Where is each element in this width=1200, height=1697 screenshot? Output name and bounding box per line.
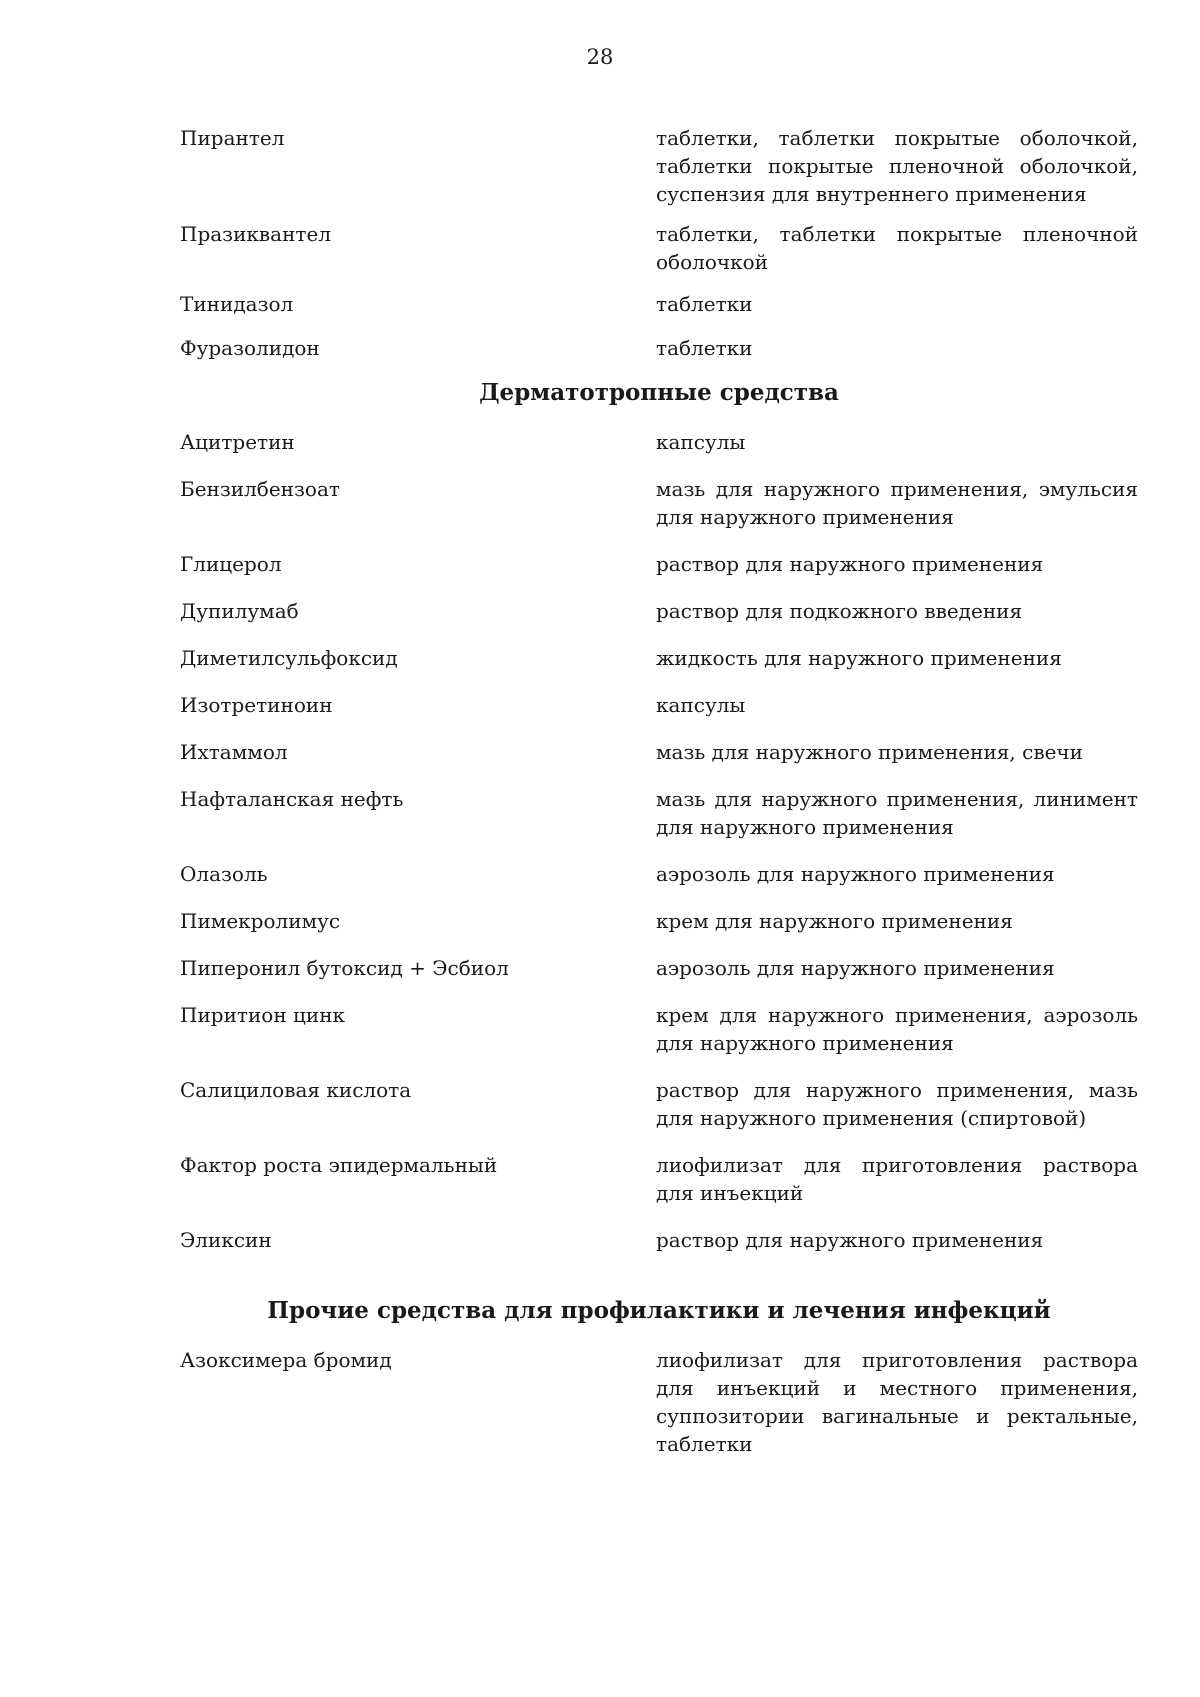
- drug-form: крем для наружного применения, аэрозоль для наружного применения: [656, 1003, 1138, 1055]
- drug-name: Диметилсульфоксид: [180, 646, 398, 670]
- drug-form: таблетки: [656, 336, 753, 360]
- section-title: Дерматотропные средства: [479, 379, 839, 406]
- drug-form: аэрозоль для наружного применения: [656, 956, 1055, 980]
- drug-name: Тинидазол: [180, 292, 294, 316]
- drug-name: Дупилумаб: [180, 599, 299, 623]
- drug-list: [180, 124, 1138, 1462]
- drug-form: мазь для наружного применения, линимент для наружного применения: [656, 787, 1138, 839]
- list-item: [180, 644, 1138, 691]
- drug-form: раствор для наружного применения: [656, 1228, 1044, 1252]
- drug-name: Бензилбензоат: [180, 477, 340, 501]
- drug-form: раствор для подкожного введения: [656, 599, 1023, 623]
- drug-form: таблетки: [656, 292, 753, 316]
- list-item: [180, 220, 1138, 290]
- drug-name: Празиквантел: [180, 222, 332, 246]
- drug-name: Нафталанская нефть: [180, 787, 404, 811]
- list-item: [180, 785, 1138, 860]
- list-item: [180, 475, 1138, 550]
- list-item: [180, 1076, 1138, 1151]
- drug-form: мазь для наружного применения, свечи: [656, 740, 1083, 764]
- drug-form: жидкость для наружного применения: [656, 646, 1062, 670]
- page-number: 28: [586, 45, 614, 69]
- drug-name: Олазоль: [180, 862, 268, 886]
- drug-form: лиофилизат для приготовления раствора для инъекций: [656, 1153, 1138, 1205]
- list-item: [180, 1346, 1138, 1462]
- drug-form: мазь для наружного применения, эмульсия для наружного применения: [656, 477, 1138, 529]
- drug-name: Пирантел: [180, 126, 285, 150]
- drug-form: таблетки, таблетки покрытые оболочкой, таблетки покрытые пленочной оболочкой, суспензия для внутреннего применения: [656, 126, 1138, 206]
- drug-form: раствор для наружного применения: [656, 552, 1044, 576]
- drug-name: Фуразолидон: [180, 336, 320, 360]
- drug-name: Глицерол: [180, 552, 282, 576]
- drug-name: Фактор роста эпидермальный: [180, 1153, 498, 1177]
- drug-name: Салициловая кислота: [180, 1078, 412, 1102]
- drug-form: таблетки, таблетки покрытые пленочной оболочкой: [656, 222, 1138, 274]
- drug-name: Азоксимера бромид: [180, 1348, 392, 1372]
- drug-form: капсулы: [656, 693, 746, 717]
- drug-form: аэрозоль для наружного применения: [656, 862, 1055, 886]
- drug-name: Пиритион цинк: [180, 1003, 346, 1027]
- list-item: [180, 954, 1138, 1001]
- drug-form: лиофилизат для приготовления раствора для инъекций и местного применения, суппозитории вагинальные и ректальные, таблетки: [656, 1348, 1138, 1456]
- list-item: [180, 1151, 1138, 1226]
- list-item: [180, 691, 1138, 738]
- list-item: [180, 290, 1138, 334]
- drug-form: капсулы: [656, 430, 746, 454]
- list-item: [180, 1226, 1138, 1296]
- drug-name: Пимекролимус: [180, 909, 341, 933]
- list-item: [180, 428, 1138, 475]
- list-item: [180, 860, 1138, 907]
- list-item: [180, 334, 1138, 378]
- list-item: [180, 1001, 1138, 1076]
- list-item: [180, 597, 1138, 644]
- section-title: Прочие средства для профилактики и лечения инфекций: [267, 1297, 1051, 1324]
- list-item: [180, 550, 1138, 597]
- drug-name: Эликсин: [180, 1228, 272, 1252]
- drug-form: крем для наружного применения: [656, 909, 1013, 933]
- drug-name: Изотретиноин: [180, 693, 333, 717]
- list-item: [180, 907, 1138, 954]
- list-item: [180, 738, 1138, 785]
- drug-form: раствор для наружного применения, мазь для наружного применения (спиртовой): [656, 1078, 1138, 1130]
- drug-name: Ихтаммол: [180, 740, 288, 764]
- list-item: [180, 124, 1138, 220]
- drug-name: Пиперонил бутоксид + Эсбиол: [180, 956, 509, 980]
- drug-name: Ацитретин: [180, 430, 295, 454]
